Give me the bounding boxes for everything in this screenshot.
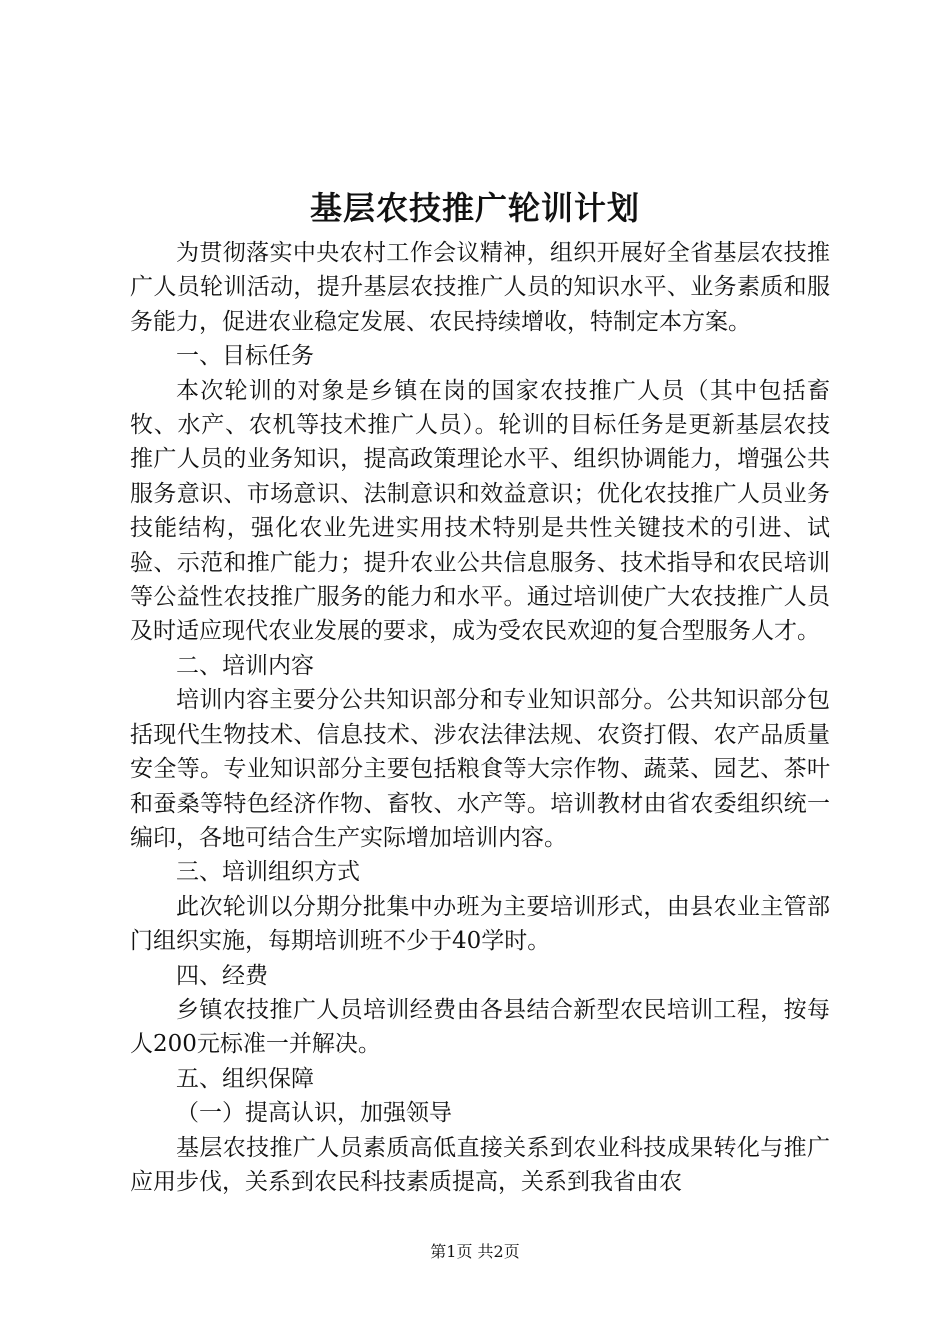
section-heading-guarantee: 五、组织保障	[176, 1065, 314, 1092]
goals-paragraph: 本次轮训的对象是乡镇在岗的国家农技推广人员（其中包括畜牧、水产、农机等技术推广人员）。轮训的目标任务是更新基层农技推广人员的业务知识，提高政策理论水平、组织协调能力，增强公共服务意识、市场意识、法制意识和效益意识；优化农技推广人员业务技能结构，强化农业先进实用技术特别是共性关键技术的引进、试验、示范和推广能力；提升农业公共信息服务、技术指导和农民培训等公益性农技推广服务的能力和水平。通过培训使广大农技推广人员及时适应现代农业发展的要求，成为受农民欢迎的复合型服务人才。	[130, 377, 830, 645]
content-paragraph: 培训内容主要分公共知识部分和专业知识部分。公共知识部分包括现代生物技术、信息技术、涉农法律法规、农资打假、农产品质量安全等。专业知识部分主要包括粮食等大宗作物、蔬菜、园艺、茶叶和蚕桑等特色经济作物、畜牧、水产等。培训教材由省农委组织统一编印，各地可结合生产实际增加培训内容。	[130, 687, 830, 851]
page-number-footer: 第1页 共2页	[430, 1242, 520, 1261]
intro-paragraph: 为贯彻落实中央农村工作会议精神，组织开展好全省基层农技推广人员轮训活动，提升基层农技推广人员的知识水平、业务素质和服务能力，促进农业稳定发展、农民持续增收，特制定本方案。	[130, 240, 830, 335]
document-body	[130, 236, 830, 1199]
subsection-heading-leadership: （一）提高认识，加强领导	[176, 1100, 452, 1127]
section-heading-goals: 一、目标任务	[176, 343, 314, 370]
section-heading-method: 三、培训组织方式	[176, 859, 360, 886]
leadership-paragraph: 基层农技推广人员素质高低直接关系到农业科技成果转化与推广应用步伐，关系到农民科技素质提高，关系到我省由农	[130, 1134, 830, 1195]
method-paragraph: 此次轮训以分期分批集中办班为主要培训形式，由县农业主管部门组织实施，每期培训班不少于40学时。	[130, 893, 830, 955]
section-heading-funding: 四、经费	[176, 962, 268, 989]
document-title: 基层农技推广轮训计划	[309, 189, 640, 227]
section-heading-content: 二、培训内容	[176, 652, 314, 679]
funding-paragraph: 乡镇农技推广人员培训经费由各县结合新型农民培训工程，按每人200元标准一并解决。	[130, 996, 830, 1058]
